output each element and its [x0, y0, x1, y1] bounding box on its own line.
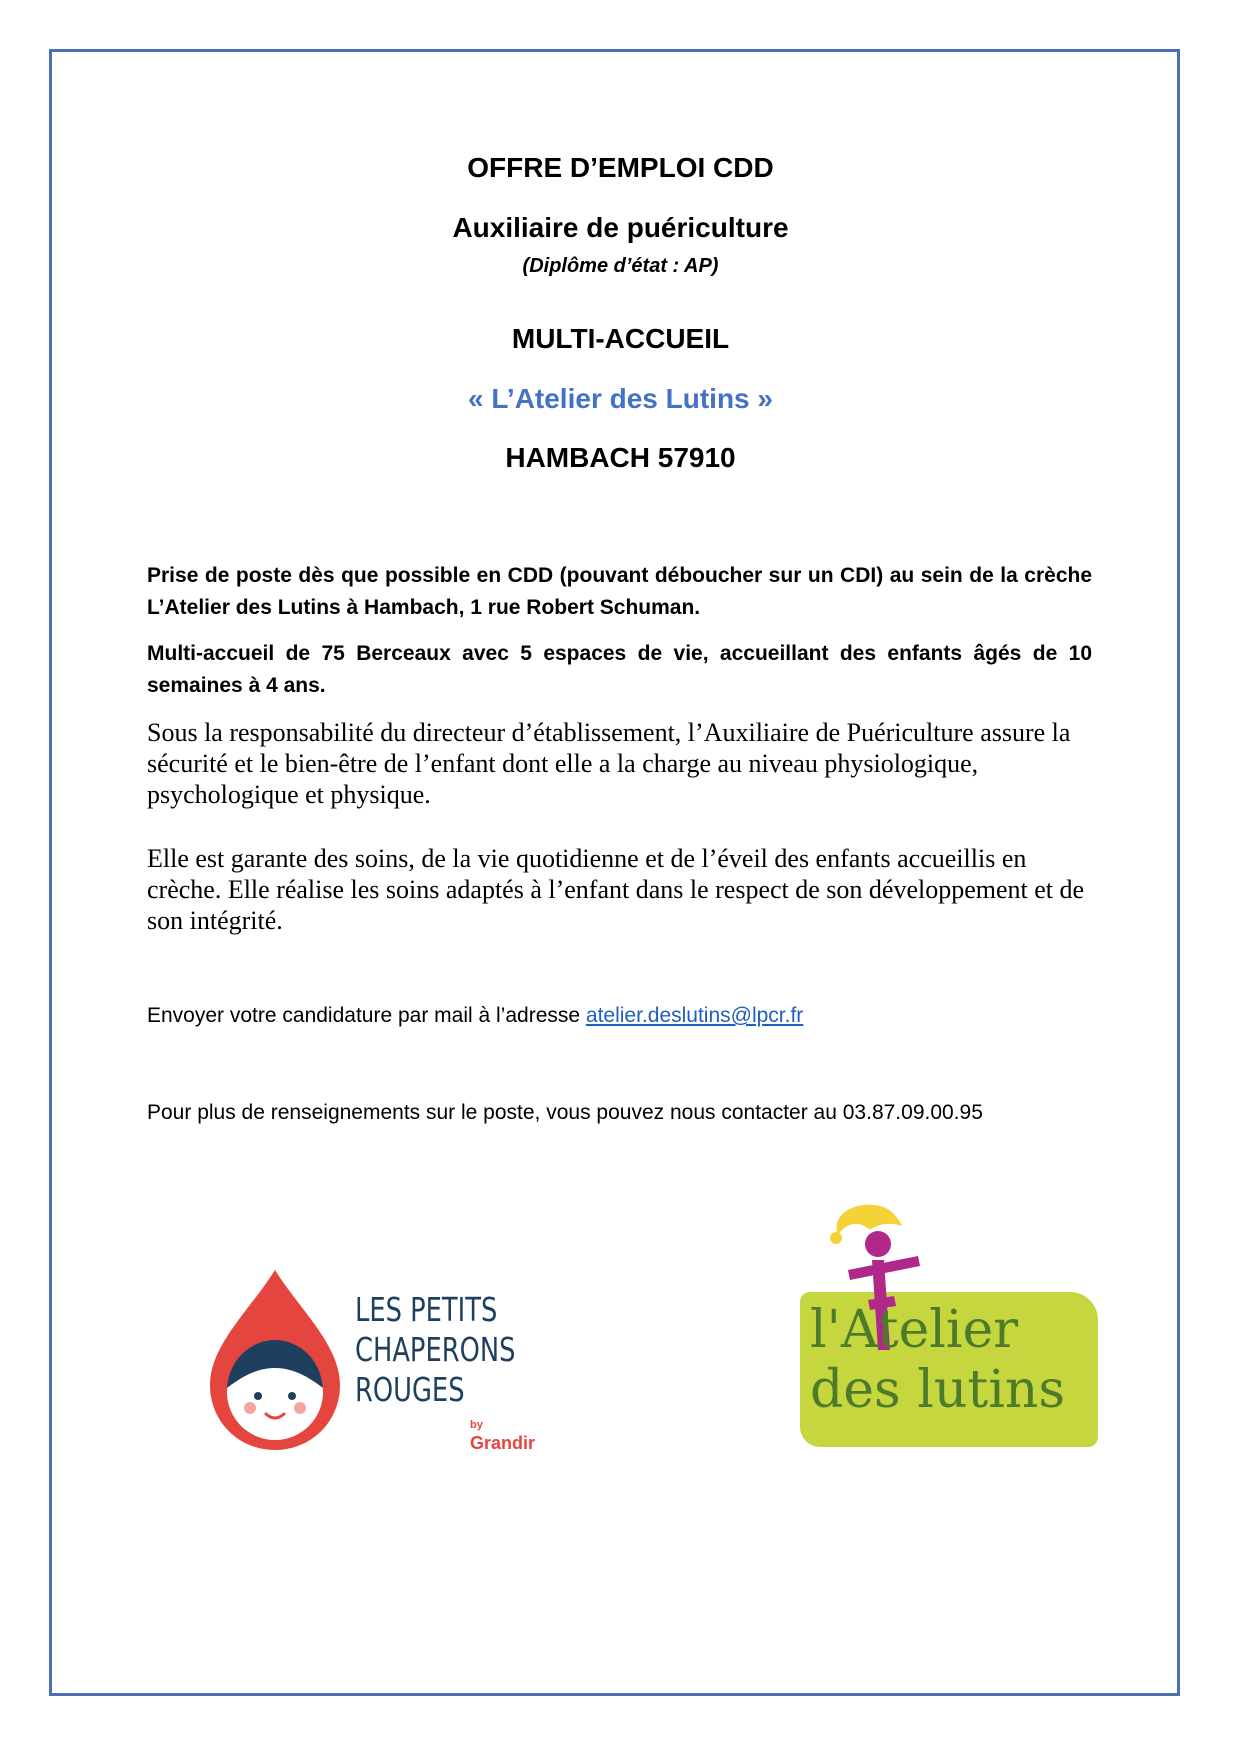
location: HAMBACH 57910 [505, 442, 736, 473]
offer-title: OFFRE D’EMPLOI CDD [467, 152, 774, 183]
apply-text: Envoyer votre candidature par mail à l’adresse [147, 1004, 586, 1027]
lpcr-line-1: LES PETITS [355, 1290, 498, 1329]
position-title: Auxiliaire de puériculture [452, 212, 789, 243]
structure-type: MULTI-ACCUEIL [511, 323, 730, 354]
apply-line [147, 1004, 1092, 1028]
contact-line: Pour plus de renseignements sur le poste, vous pouvez nous contacter au 03.87.09.00.95 [147, 1101, 983, 1124]
atelier-line-2: des lutins [810, 1360, 1066, 1420]
structure-name: « L’Atelier des Lutins » [468, 383, 773, 414]
intro-paragraph-2: Multi-accueil de 75 Berceaux avec 5 espaces de vie, accueillant des enfants âgés de 10 semaines à 4 ans. [147, 642, 1092, 697]
red-hood-icon [210, 1270, 340, 1450]
description-paragraph-2: Elle est garante des soins, de la vie quotidienne et de l’éveil des enfants accueillis en crèche. Elle réalise les soins adaptés à l’enfant dans le respect de son développement et de son intégrité. [147, 844, 1085, 935]
atelier-logo [800, 1200, 1100, 1450]
intro-paragraph-1: Prise de poste dès que possible en CDD (pouvant déboucher sur un CDI) au sein de la crèche L’Atelier des Lutins à Hambach, 1 rue Robert Schuman. [147, 564, 1092, 619]
atelier-line-1: l'Atelier [810, 1300, 1019, 1360]
email-link[interactable]: atelier.deslutins@lpcr.fr [585, 1004, 804, 1027]
diploma-note: (Diplôme d’état : AP) [522, 255, 719, 277]
lpcr-by: by [470, 1419, 483, 1431]
lpcr-brand: Grandir [470, 1433, 536, 1453]
lpcr-logo [210, 1270, 536, 1453]
lpcr-line-3: ROUGES [355, 1370, 465, 1409]
lpcr-line-2: CHAPERONS [355, 1330, 516, 1369]
description-paragraph-1: Sous la responsabilité du directeur d’établissement, l’Auxiliaire de Puériculture assure la sécurité et le bien-être de l’enfant dont elle a la charge au niveau physiologique, psychologique et physique. [147, 718, 1071, 809]
